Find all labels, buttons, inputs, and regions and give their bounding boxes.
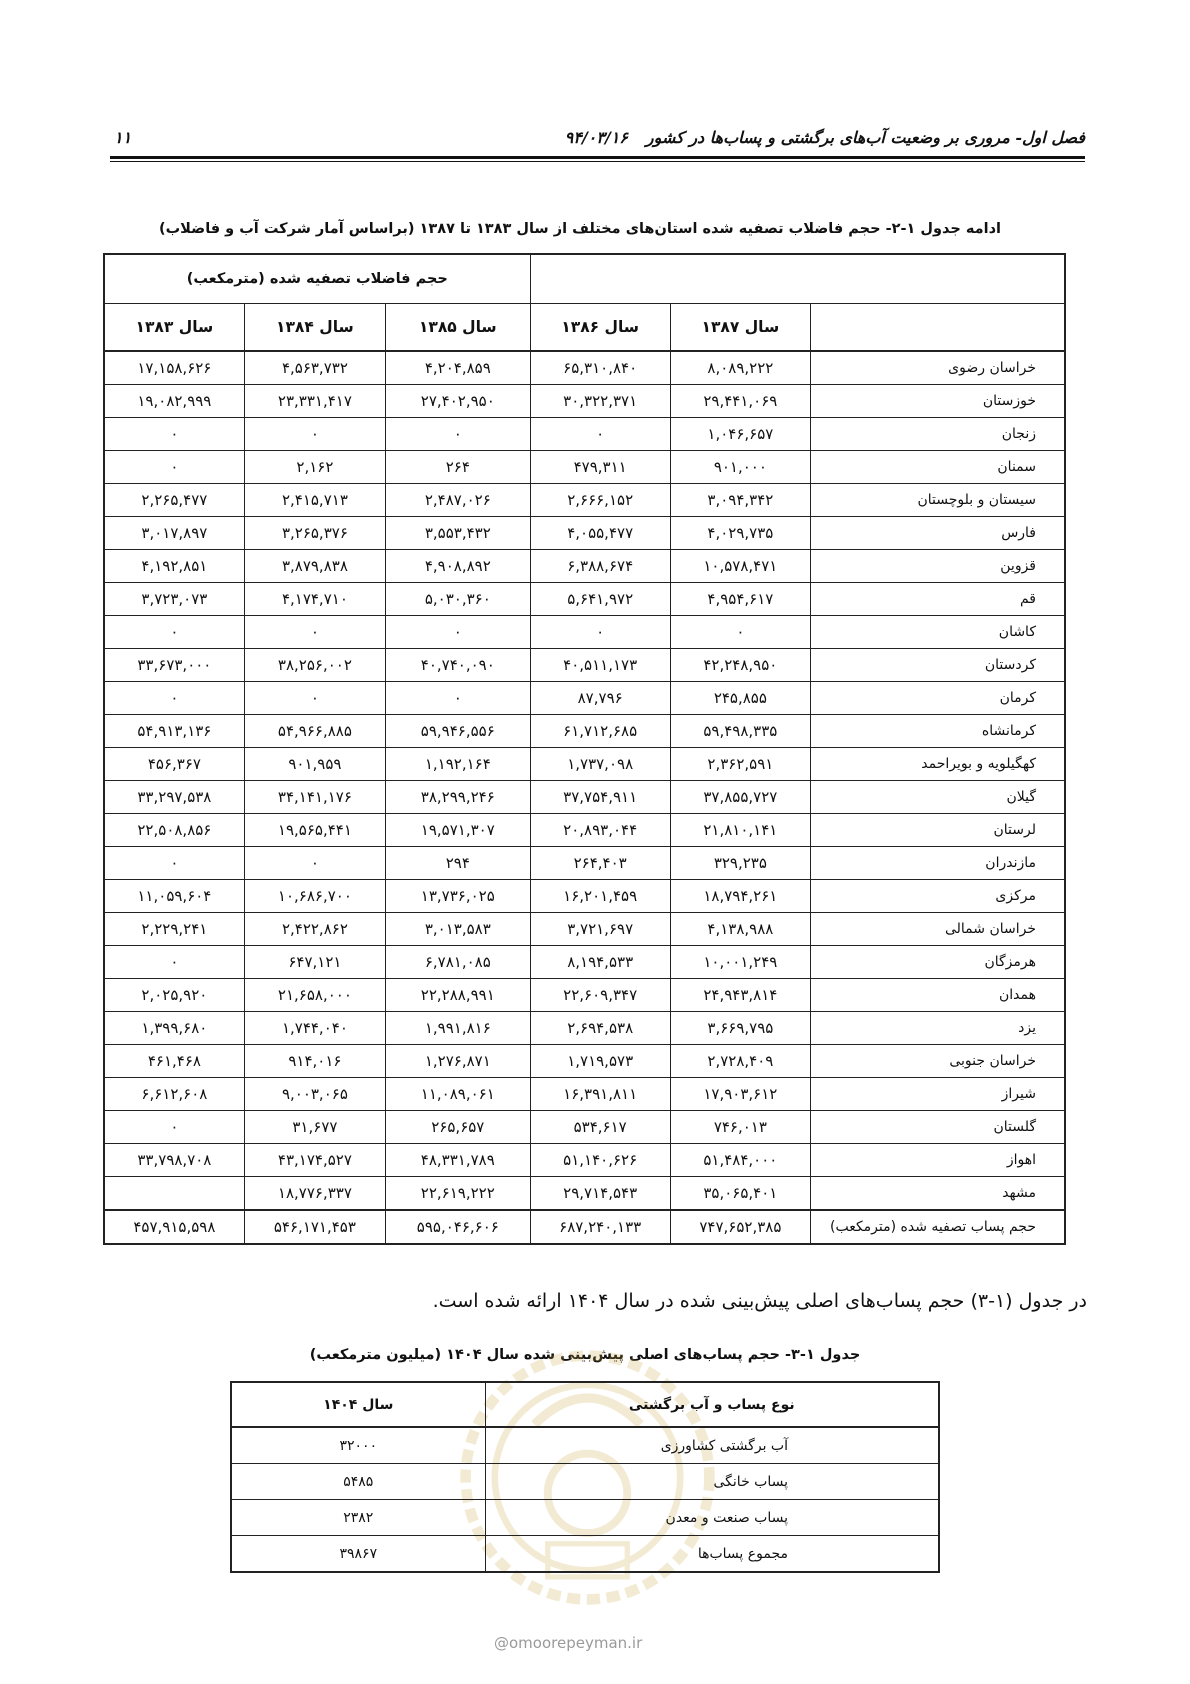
province-name: مازندران <box>810 847 1065 880</box>
volume-cell: ۱,۳۹۹,۶۸۰ <box>104 1012 244 1045</box>
volume-cell: ۳۵,۰۶۵,۴۰۱ <box>670 1177 810 1211</box>
total-cell: ۶۸۷,۲۴۰,۱۳۳ <box>530 1210 670 1244</box>
table-row <box>104 1012 1065 1045</box>
volume-cell: ۵۹,۴۹۸,۳۳۵ <box>670 715 810 748</box>
volume-cell: ۲,۲۲۹,۲۴۱ <box>104 913 244 946</box>
volume-cell: ۳۴,۱۴۱,۱۷۶ <box>244 781 385 814</box>
table-row <box>104 1078 1065 1111</box>
volume-cell: ۲۳,۳۳۱,۴۱۷ <box>244 385 385 418</box>
volume-cell: ۴۷۹,۳۱۱ <box>530 451 670 484</box>
province-name: کهگیلویه و بویراحمد <box>810 748 1065 781</box>
volume-cell: ۶,۷۸۱,۰۸۵ <box>386 946 531 979</box>
volume-cell: ۱,۱۹۲,۱۶۴ <box>386 748 531 781</box>
table1-caption: ادامه جدول ۱-۲- حجم فاضلاب تصفیه شده استان‌های مختلف از سال ۱۳۸۳ تا ۱۳۸۷ (براساس آمار شرکت آب و فاضلاب) <box>158 221 1002 237</box>
volume-cell: ۴۰,۷۴۰,۰۹۰ <box>386 649 531 682</box>
province-name: همدان <box>810 979 1065 1012</box>
table-row <box>104 814 1065 847</box>
table-row <box>104 748 1065 781</box>
volume-cell: ۲,۷۲۸,۴۰۹ <box>670 1045 810 1078</box>
volume-cell: ۴۸,۳۳۱,۷۸۹ <box>386 1144 531 1177</box>
volume-cell: ۲,۰۲۵,۹۲۰ <box>104 979 244 1012</box>
forecast-table <box>230 1381 940 1573</box>
volume-cell: ۳۳,۲۹۷,۵۳۸ <box>104 781 244 814</box>
volume-cell: ۶۴۷,۱۲۱ <box>244 946 385 979</box>
volume-cell: ۱۰,۶۸۶,۷۰۰ <box>244 880 385 913</box>
volume-cell: ۵,۰۳۰,۳۶۰ <box>386 583 531 616</box>
volume-cell: ۴۶۱,۴۶۸ <box>104 1045 244 1078</box>
table-row <box>104 385 1065 418</box>
forecast-value: ۳۲۰۰۰ <box>231 1427 485 1464</box>
province-name: خراسان رضوی <box>810 351 1065 385</box>
table-row <box>104 979 1065 1012</box>
volume-cell: ۳,۵۵۳,۴۳۲ <box>386 517 531 550</box>
volume-cell: ۰ <box>104 418 244 451</box>
volume-cell: ۴,۹۵۴,۶۱۷ <box>670 583 810 616</box>
province-name: سیستان و بلوچستان <box>810 484 1065 517</box>
province-name: کرمانشاه <box>810 715 1065 748</box>
volume-cell: ۴,۰۲۹,۷۳۵ <box>670 517 810 550</box>
page-number: ۱۱ <box>114 128 132 147</box>
chapter-title <box>565 128 1085 147</box>
volume-cell: ۱,۷۱۹,۵۷۳ <box>530 1045 670 1078</box>
volume-cell: ۰ <box>104 682 244 715</box>
volume-cell: ۳۳,۷۹۸,۷۰۸ <box>104 1144 244 1177</box>
volume-cell: ۱,۷۴۴,۰۴۰ <box>244 1012 385 1045</box>
table1-header-year: سال ۱۳۸۳ <box>104 304 244 352</box>
table-row <box>104 1045 1065 1078</box>
volume-cell: ۱۸,۷۷۶,۳۳۷ <box>244 1177 385 1211</box>
province-name: گلستان <box>810 1111 1065 1144</box>
volume-cell: ۰ <box>104 451 244 484</box>
province-name: مشهد <box>810 1177 1065 1211</box>
province-name: هرمزگان <box>810 946 1065 979</box>
total-cell: ۴۵۷,۹۱۵,۵۹۸ <box>104 1210 244 1244</box>
province-name: قم <box>810 583 1065 616</box>
volume-cell: ۵۱,۱۴۰,۶۲۶ <box>530 1144 670 1177</box>
volume-cell: ۵۱,۴۸۴,۰۰۰ <box>670 1144 810 1177</box>
table-row <box>104 451 1065 484</box>
volume-cell: ۱۶,۳۹۱,۸۱۱ <box>530 1078 670 1111</box>
volume-cell: ۲۱,۸۱۰,۱۴۱ <box>670 814 810 847</box>
volume-cell: ۲,۴۸۷,۰۲۶ <box>386 484 531 517</box>
province-name: زنجان <box>810 418 1065 451</box>
volume-cell: ۰ <box>244 682 385 715</box>
table-row <box>104 649 1065 682</box>
volume-cell: ۹۱۴,۰۱۶ <box>244 1045 385 1078</box>
volume-cell: ۲۴,۹۴۳,۸۱۴ <box>670 979 810 1012</box>
table-row <box>104 418 1065 451</box>
forecast-value: ۳۹۸۶۷ <box>231 1536 485 1573</box>
volume-cell: ۱۸,۷۹۴,۲۶۱ <box>670 880 810 913</box>
volume-cell: ۲,۴۱۵,۷۱۳ <box>244 484 385 517</box>
volume-cell: ۴۵۶,۳۶۷ <box>104 748 244 781</box>
volume-cell: ۲۴۵,۸۵۵ <box>670 682 810 715</box>
volume-cell: ۲۰,۸۹۳,۰۴۴ <box>530 814 670 847</box>
volume-cell: ۱۱,۰۸۹,۰۶۱ <box>386 1078 531 1111</box>
volume-cell: ۶۱,۷۱۲,۶۸۵ <box>530 715 670 748</box>
volume-cell: ۹,۰۰۳,۰۶۵ <box>244 1078 385 1111</box>
volume-cell: ۹۰۱,۹۵۹ <box>244 748 385 781</box>
table-row <box>104 517 1065 550</box>
table-row <box>104 715 1065 748</box>
volume-cell: ۵۹,۹۴۶,۵۵۶ <box>386 715 531 748</box>
volume-cell: ۳۸,۲۹۹,۲۴۶ <box>386 781 531 814</box>
volume-cell: ۲,۱۶۲ <box>244 451 385 484</box>
volume-cell: ۲۷,۴۰۲,۹۵۰ <box>386 385 531 418</box>
volume-cell: ۳,۷۲۳,۰۷۳ <box>104 583 244 616</box>
volume-cell: ۶,۳۸۸,۶۷۴ <box>530 550 670 583</box>
volume-cell: ۱۱,۰۵۹,۶۰۴ <box>104 880 244 913</box>
volume-cell: ۱۹,۵۷۱,۳۰۷ <box>386 814 531 847</box>
total-cell: ۵۴۶,۱۷۱,۴۵۳ <box>244 1210 385 1244</box>
volume-cell: ۱۰,۵۷۸,۴۷۱ <box>670 550 810 583</box>
province-name: خوزستان <box>810 385 1065 418</box>
volume-cell: ۷۴۶,۰۱۳ <box>670 1111 810 1144</box>
chapter-title-text: فصل اول- مروری بر وضعیت آب‌های برگشتی و پساب‌ها در کشور <box>645 128 1085 147</box>
volume-cell: ۸۷,۷۹۶ <box>530 682 670 715</box>
volume-cell: ۴,۲۰۴,۸۵۹ <box>386 351 531 385</box>
volume-cell: ۱,۷۳۷,۰۹۸ <box>530 748 670 781</box>
body-paragraph: در جدول (۱-۳) حجم پساب‌های اصلی پیش‌بینی شده در سال ۱۴۰۴ ارائه شده است. <box>432 1290 1087 1312</box>
total-cell: ۷۴۷,۶۵۲,۳۸۵ <box>670 1210 810 1244</box>
volume-cell: ۳۲۹,۲۳۵ <box>670 847 810 880</box>
table-row <box>231 1500 939 1536</box>
volume-cell: ۳,۲۶۵,۳۷۶ <box>244 517 385 550</box>
total-cell: ۵۹۵,۰۴۶,۶۰۶ <box>386 1210 531 1244</box>
forecast-value: ۵۴۸۵ <box>231 1464 485 1500</box>
volume-cell: ۰ <box>386 682 531 715</box>
volume-cell: ۱۹,۰۸۲,۹۹۹ <box>104 385 244 418</box>
volume-cell: ۲۲,۶۰۹,۳۴۷ <box>530 979 670 1012</box>
wastewater-type: پساب خانگی <box>485 1464 939 1500</box>
volume-cell: ۲,۳۶۲,۵۹۱ <box>670 748 810 781</box>
header-rule <box>110 156 1085 159</box>
volume-cell: ۱۷,۱۵۸,۶۲۶ <box>104 351 244 385</box>
volume-cell: ۰ <box>244 847 385 880</box>
table-row <box>104 351 1065 385</box>
volume-cell: ۲۹,۷۱۴,۵۴۳ <box>530 1177 670 1211</box>
volume-cell: ۹۰۱,۰۰۰ <box>670 451 810 484</box>
volume-cell: ۱۶,۲۰۱,۴۵۹ <box>530 880 670 913</box>
volume-cell: ۰ <box>104 847 244 880</box>
header-date: ۹۴/۰۳/۱۶ <box>564 128 628 147</box>
volume-cell: ۲,۶۹۴,۵۳۸ <box>530 1012 670 1045</box>
volume-cell: ۰ <box>386 418 531 451</box>
province-name: کاشان <box>810 616 1065 649</box>
table2-header-type: نوع پساب و آب برگشتی <box>485 1382 939 1427</box>
table1-total-row <box>104 1210 1065 1244</box>
volume-cell: ۳۰,۳۲۲,۳۷۱ <box>530 385 670 418</box>
volume-cell: ۲۹,۴۴۱,۰۶۹ <box>670 385 810 418</box>
province-name: سمنان <box>810 451 1065 484</box>
volume-cell: ۵۳۴,۶۱۷ <box>530 1111 670 1144</box>
province-name: کرمان <box>810 682 1065 715</box>
volume-cell: ۱۳,۷۳۶,۰۲۵ <box>386 880 531 913</box>
table-row <box>104 847 1065 880</box>
table1-header-year: سال ۱۳۸۴ <box>244 304 385 352</box>
volume-cell: ۲,۶۶۶,۱۵۲ <box>530 484 670 517</box>
table1-header-year: سال ۱۳۸۵ <box>386 304 531 352</box>
volume-cell: ۲۶۴ <box>386 451 531 484</box>
volume-cell: ۰ <box>244 418 385 451</box>
table-row <box>104 1177 1065 1211</box>
table2-caption: جدول ۱-۳- حجم پساب‌های اصلی پیش‌بینی شده سال ۱۴۰۴ (میلیون مترمکعب) <box>309 1347 861 1363</box>
volume-cell: ۰ <box>104 1111 244 1144</box>
volume-cell: ۴,۹۰۸,۸۹۲ <box>386 550 531 583</box>
volume-cell: ۸,۰۸۹,۲۲۲ <box>670 351 810 385</box>
volume-cell: ۴۰,۵۱۱,۱۷۳ <box>530 649 670 682</box>
volume-cell: ۴,۰۵۵,۴۷۷ <box>530 517 670 550</box>
volume-cell: ۲۹۴ <box>386 847 531 880</box>
table-row <box>104 682 1065 715</box>
table-row <box>104 1111 1065 1144</box>
volume-cell: ۲۱,۶۵۸,۰۰۰ <box>244 979 385 1012</box>
volume-cell: ۳,۶۶۹,۷۹۵ <box>670 1012 810 1045</box>
table-row <box>104 484 1065 517</box>
table1-empty-header <box>530 254 1065 304</box>
province-name: لرستان <box>810 814 1065 847</box>
province-name: یزد <box>810 1012 1065 1045</box>
province-name: شیراز <box>810 1078 1065 1111</box>
volume-cell: ۲۶۴,۴۰۳ <box>530 847 670 880</box>
table-row <box>104 781 1065 814</box>
volume-cell: ۰ <box>104 616 244 649</box>
table-row <box>104 913 1065 946</box>
volume-cell: ۴,۱۹۲,۸۵۱ <box>104 550 244 583</box>
volume-cell: ۱۹,۵۶۵,۴۴۱ <box>244 814 385 847</box>
volume-cell: ۵۴,۹۶۶,۸۸۵ <box>244 715 385 748</box>
province-name: مرکزی <box>810 880 1065 913</box>
volume-cell: ۲۲,۵۰۸,۸۵۶ <box>104 814 244 847</box>
volume-cell: ۰ <box>530 418 670 451</box>
volume-cell: ۸,۱۹۴,۵۳۳ <box>530 946 670 979</box>
table-row <box>231 1464 939 1500</box>
table-row <box>104 583 1065 616</box>
site-watermark: @omoorepeyman.ir <box>494 1634 643 1652</box>
header-rule-thin <box>110 161 1085 162</box>
table-row <box>104 880 1065 913</box>
volume-cell: ۶۵,۳۱۰,۸۴۰ <box>530 351 670 385</box>
table1-header-year: سال ۱۳۸۶ <box>530 304 670 352</box>
wastewater-table <box>103 253 1066 1245</box>
province-name: قزوین <box>810 550 1065 583</box>
table-row <box>104 550 1065 583</box>
table1-group-header: حجم فاضلاب تصفیه شده (مترمکعب) <box>104 254 530 304</box>
volume-cell: ۲۲,۲۸۸,۹۹۱ <box>386 979 531 1012</box>
province-name: خراسان شمالی <box>810 913 1065 946</box>
wastewater-type: پساب صنعت و معدن <box>485 1500 939 1536</box>
volume-cell: ۳,۰۹۴,۳۴۲ <box>670 484 810 517</box>
volume-cell: ۱,۲۷۶,۸۷۱ <box>386 1045 531 1078</box>
volume-cell: ۰ <box>670 616 810 649</box>
volume-cell: ۲۶۵,۶۵۷ <box>386 1111 531 1144</box>
volume-cell: ۴,۵۶۳,۷۳۲ <box>244 351 385 385</box>
table-row <box>231 1427 939 1464</box>
volume-cell: ۰ <box>104 946 244 979</box>
province-name: اهواز <box>810 1144 1065 1177</box>
table2-header-year: سال ۱۴۰۴ <box>231 1382 485 1427</box>
province-name: کردستان <box>810 649 1065 682</box>
volume-cell: ۲,۴۲۲,۸۶۲ <box>244 913 385 946</box>
volume-cell: ۵,۶۴۱,۹۷۲ <box>530 583 670 616</box>
volume-cell: ۲,۲۶۵,۴۷۷ <box>104 484 244 517</box>
volume-cell: ۱,۰۴۶,۶۵۷ <box>670 418 810 451</box>
page-header <box>110 128 1085 168</box>
volume-cell: ۳۱,۶۷۷ <box>244 1111 385 1144</box>
wastewater-type: آب برگشتی کشاورزی <box>485 1427 939 1464</box>
volume-cell: ۳۷,۸۵۵,۷۲۷ <box>670 781 810 814</box>
volume-cell: ۳۸,۲۵۶,۰۰۲ <box>244 649 385 682</box>
volume-cell: ۰ <box>386 616 531 649</box>
table1-header-year: سال ۱۳۸۷ <box>670 304 810 352</box>
forecast-value: ۲۳۸۲ <box>231 1500 485 1536</box>
volume-cell: ۱۰,۰۰۱,۲۴۹ <box>670 946 810 979</box>
province-name: خراسان جنوبی <box>810 1045 1065 1078</box>
province-name: فارس <box>810 517 1065 550</box>
volume-cell: ۳,۷۲۱,۶۹۷ <box>530 913 670 946</box>
wastewater-type: مجموع پساب‌ها <box>485 1536 939 1573</box>
total-label: حجم پساب تصفیه شده (مترمکعب) <box>810 1210 1065 1244</box>
volume-cell: ۴,۱۷۴,۷۱۰ <box>244 583 385 616</box>
volume-cell: ۴,۱۳۸,۹۸۸ <box>670 913 810 946</box>
table1-header-province <box>810 304 1065 352</box>
volume-cell: ۳,۰۱۷,۸۹۷ <box>104 517 244 550</box>
volume-cell <box>104 1177 244 1211</box>
volume-cell: ۱۷,۹۰۳,۶۱۲ <box>670 1078 810 1111</box>
table-row <box>104 616 1065 649</box>
volume-cell: ۱,۹۹۱,۸۱۶ <box>386 1012 531 1045</box>
volume-cell: ۳,۰۱۳,۵۸۳ <box>386 913 531 946</box>
volume-cell: ۳,۸۷۹,۸۳۸ <box>244 550 385 583</box>
volume-cell: ۰ <box>530 616 670 649</box>
volume-cell: ۶,۶۱۲,۶۰۸ <box>104 1078 244 1111</box>
table-row <box>104 946 1065 979</box>
volume-cell: ۵۴,۹۱۳,۱۳۶ <box>104 715 244 748</box>
volume-cell: ۴۲,۲۴۸,۹۵۰ <box>670 649 810 682</box>
volume-cell: ۳۷,۷۵۴,۹۱۱ <box>530 781 670 814</box>
volume-cell: ۴۳,۱۷۴,۵۲۷ <box>244 1144 385 1177</box>
province-name: گیلان <box>810 781 1065 814</box>
volume-cell: ۳۳,۶۷۳,۰۰۰ <box>104 649 244 682</box>
table-row <box>231 1536 939 1573</box>
table-row <box>104 1144 1065 1177</box>
volume-cell: ۰ <box>244 616 385 649</box>
volume-cell: ۲۲,۶۱۹,۲۲۲ <box>386 1177 531 1211</box>
